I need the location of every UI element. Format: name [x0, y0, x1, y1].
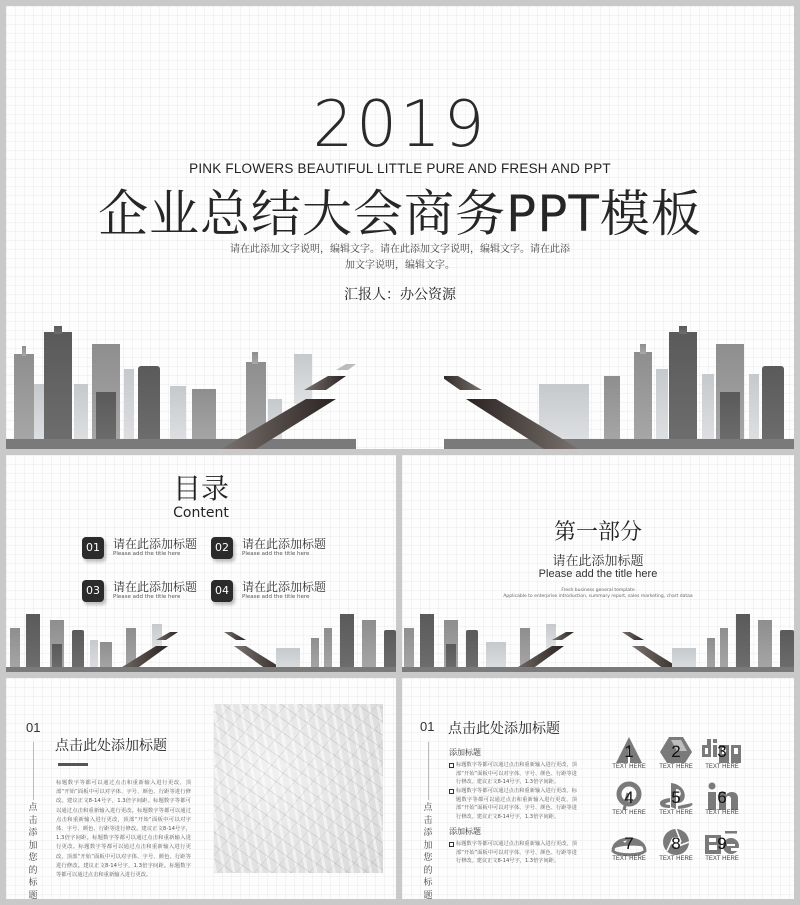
- section-subtitle-en: Please add the title here: [538, 568, 658, 580]
- toc-item-sub: Please add the title here: [113, 594, 181, 600]
- icon-number: 4: [624, 788, 634, 807]
- cover-description-line1: 请在此添加文字说明，编辑文字。请在此添加文字说明，编辑文字。请在此添: [230, 244, 570, 255]
- icon-label: TEXT HERE: [659, 810, 693, 816]
- cover-title: 企业总结大会商务PPT模板: [98, 185, 702, 243]
- icon-label: TEXT HERE: [612, 856, 646, 862]
- icon-item-7[interactable]: [607, 827, 651, 871]
- content-title: 点击此处添加标题: [55, 738, 167, 754]
- toc-item-04[interactable]: [211, 580, 341, 604]
- icon-item-9[interactable]: [700, 827, 744, 871]
- bullet-text: 标题数字等都可以通过点击和重新输入进行更改。标题数字等都可以通过点击和重新输入进行更改，顶部“开始”面板中可以对字体、字号、颜色、行距等进行修改。建议正文8-14号字，1.3倍字间距。: [456, 788, 577, 820]
- content-body: 标题数字等都可以通过点击和重新输入进行更改，顶部“开始”面板中可以对字体、字号、颜色、行距等进行修改。建议正文8-14号字，1.3倍字间距。标题数字等都可以通过点击和重新输入进行更改。标题数字等都可以通过点击和重新输入进行更改，顶部“开始”面板中可以对字体、字号、颜色、行距等进行修改。建议正文8-14号字，1.3倍字间距。标题数字等都可以通过点击和重新输入进行更改。标题数字等都可以通过点击和重新输入进行更改，顶部“开始”面板中可以对字体、字号、颜色、行距等进行修改。建议正文8-14号字，1.3倍字间距。标题数字等都可以通过点击和重新输入进行更改。: [56, 780, 191, 879]
- bullet-square-icon: [449, 763, 454, 768]
- toc-item-label: 请在此添加标题: [113, 537, 198, 551]
- slide-section[interactable]: [402, 455, 794, 672]
- toc-badge: 04: [211, 580, 233, 602]
- slide-icons[interactable]: [402, 678, 794, 899]
- subheading-1: 添加标题: [449, 748, 481, 757]
- toc-title: 目录: [172, 472, 229, 505]
- vertical-label: 点击添加您的标题: [28, 803, 38, 899]
- icon-item-8[interactable]: [654, 827, 698, 871]
- toc-item-02[interactable]: [211, 537, 341, 561]
- icon-item-3[interactable]: [700, 735, 744, 779]
- subheading-2: 添加标题: [449, 827, 481, 836]
- city-skyline: [402, 610, 794, 672]
- section-number: 01: [26, 720, 41, 735]
- icon-number: 9: [717, 834, 727, 853]
- icon-item-2[interactable]: [654, 735, 698, 779]
- vertical-divider: [33, 742, 34, 800]
- toc-item-03[interactable]: [82, 580, 212, 604]
- cover-year: 2019: [312, 88, 488, 162]
- icon-number: 6: [717, 788, 727, 807]
- slide-cover[interactable]: [6, 6, 794, 449]
- bullet-square-icon: [449, 789, 454, 794]
- bullet-square-icon: [449, 842, 454, 847]
- icon-label: TEXT HERE: [612, 810, 646, 816]
- icon-label: TEXT HERE: [612, 764, 646, 770]
- city-skyline-right: [444, 324, 794, 449]
- icon-number: 5: [671, 788, 681, 807]
- toc-item-01[interactable]: [82, 537, 212, 561]
- bullet-text: 标题数字等都可以通过点击和重新输入进行更改，顶部“开始”面板中可以对字体、字号、颜色、行距等进行修改。建议正文8-14号字，1.3倍字间距。: [456, 841, 577, 865]
- section-title: 第一部分: [553, 520, 642, 545]
- vertical-divider: [428, 742, 429, 800]
- toc-title-en: Content: [173, 505, 229, 521]
- toc-badge: 01: [82, 537, 104, 559]
- marble-texture-image: [214, 704, 383, 873]
- icon-label: TEXT HERE: [659, 856, 693, 862]
- cover-subtitle-en: PINK FLOWERS BEAUTIFUL LITTLE PURE AND FRESH AND PPT: [189, 161, 611, 176]
- city-skyline: [6, 610, 396, 672]
- icon-item-5[interactable]: [654, 781, 698, 825]
- vertical-label: 点击添加您的标题: [423, 803, 433, 899]
- icon-number: 7: [624, 834, 634, 853]
- toc-item-label: 请在此添加标题: [242, 537, 327, 551]
- toc-item-sub: Please add the title here: [113, 551, 181, 557]
- toc-item-label: 请在此添加标题: [242, 580, 327, 594]
- content-title: 点击此处添加标题: [448, 721, 560, 737]
- icon-label: TEXT HERE: [705, 764, 739, 770]
- icon-item-6[interactable]: [700, 781, 744, 825]
- cover-description: [6, 242, 794, 274]
- title-underline: [58, 763, 88, 766]
- bullet-paragraph: [449, 840, 577, 866]
- icon-number: 2: [671, 742, 681, 761]
- toc-item-label: 请在此添加标题: [113, 580, 198, 594]
- bullet-paragraph: [449, 761, 577, 787]
- toc-item-sub: Please add the title here: [242, 594, 310, 600]
- icon-number: 1: [624, 742, 634, 761]
- cover-description-line2: 加文字说明，编辑文字。: [345, 260, 455, 271]
- section-description: Applicable to enterprise introduction, summary report, sales marketing, chart dataa: [503, 594, 693, 599]
- icon-number: 8: [671, 834, 681, 853]
- icon-label: TEXT HERE: [705, 856, 739, 862]
- toc-badge: 02: [211, 537, 233, 559]
- bullet-text: 标题数字等都可以通过点击和重新输入进行更改，顶部“开始”面板中可以对字体、字号、颜色、行距等进行修改。建议正文8-14号字，1.3倍字间距。: [456, 762, 577, 786]
- section-subtitle: 请在此添加标题: [552, 554, 644, 569]
- icon-item-1[interactable]: [607, 735, 651, 779]
- icon-item-4[interactable]: [607, 781, 651, 825]
- section-number: 01: [420, 719, 435, 734]
- bullet-paragraph: [449, 787, 577, 821]
- toc-badge: 03: [82, 580, 104, 602]
- slide-contents[interactable]: [6, 455, 396, 672]
- icon-label: TEXT HERE: [705, 810, 739, 816]
- icon-number: 3: [717, 742, 727, 761]
- city-skyline-left: [6, 324, 356, 449]
- cover-reporter: 汇报人：办公资源: [344, 287, 456, 303]
- toc-item-sub: Please add the title here: [242, 551, 310, 557]
- section-tagline: Fresh business general template: [561, 588, 635, 593]
- icon-label: TEXT HERE: [659, 764, 693, 770]
- slide-text-image[interactable]: [6, 678, 396, 899]
